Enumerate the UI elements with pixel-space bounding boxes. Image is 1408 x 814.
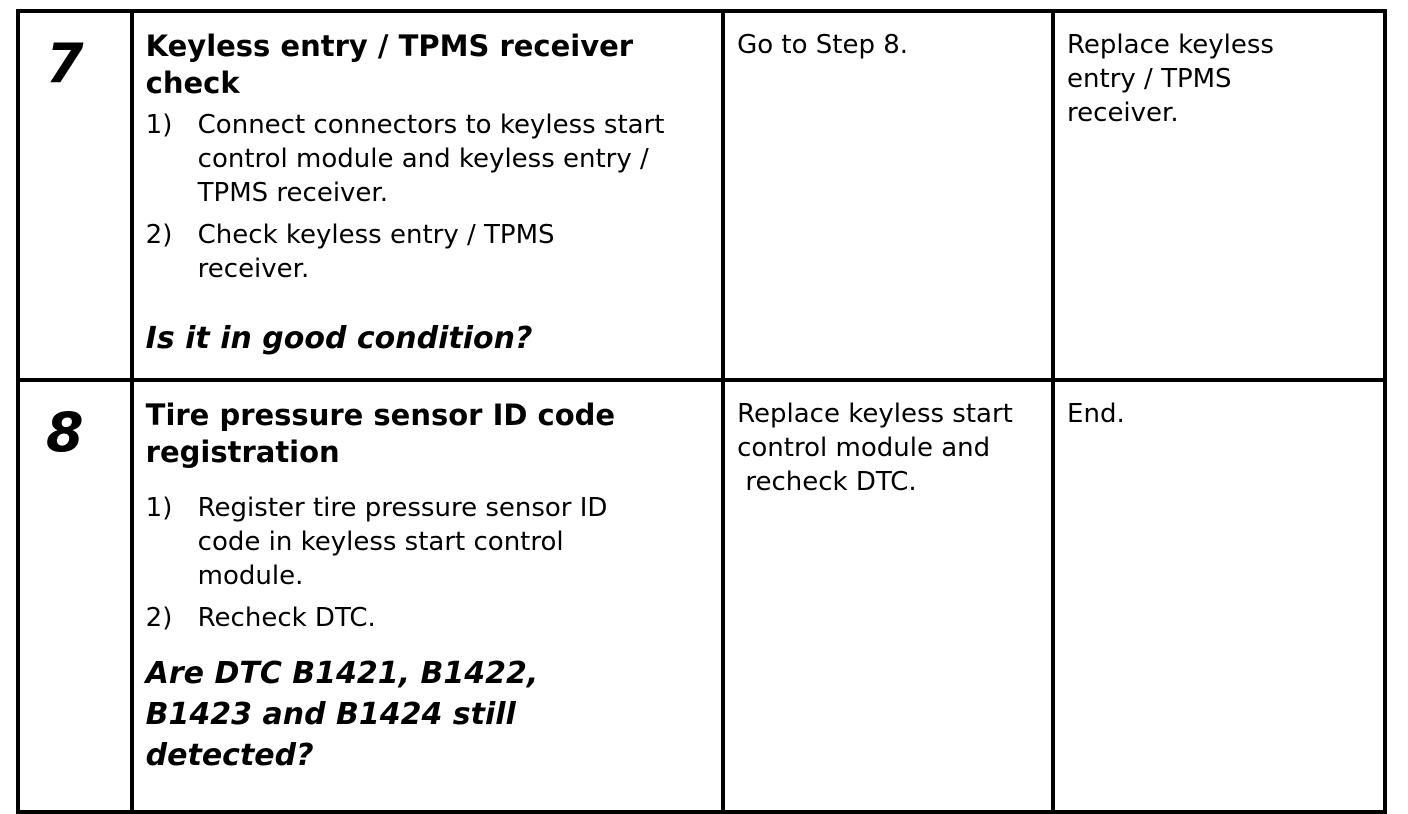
action-title: Tire pressure sensor ID code registration	[145, 398, 616, 469]
step-cell	[18, 380, 132, 812]
substep-index: 2)	[145, 603, 173, 633]
step-cell	[18, 11, 132, 380]
substep-index: 2)	[145, 220, 173, 250]
table-row-step-7	[18, 11, 1385, 380]
diagnostic-table	[16, 9, 1387, 814]
check-question: Are DTC B1421, B1422, B1423 and B1424 still detected?	[145, 656, 539, 773]
substep-index: 1)	[145, 493, 173, 523]
substep-index: 1)	[145, 110, 173, 140]
substep-item: 1) Register tire pressure sensor ID code in keyless start control module.	[145, 493, 608, 591]
step-number: 7	[46, 32, 84, 95]
yes-result-cell: Replace keyless start control module and recheck DTC.	[723, 380, 1053, 812]
table-row-step-8	[18, 380, 1385, 812]
step-number: 8	[46, 401, 84, 464]
action-cell	[132, 11, 723, 380]
action-cell	[132, 380, 723, 812]
substep-list	[146, 108, 711, 286]
no-result-cell: Replace keyless entry / TPMS receiver.	[1053, 11, 1385, 380]
yes-result-cell: Go to Step 8.	[723, 11, 1053, 380]
substep-list	[146, 491, 711, 635]
check-question: Is it in good condition?	[145, 321, 533, 356]
substep-item: 2) Recheck DTC.	[145, 603, 376, 633]
action-title: Keyless entry / TPMS receiver check	[145, 29, 634, 100]
no-result-cell: End.	[1053, 380, 1385, 812]
substep-item: 2) Check keyless entry / TPMS receiver.	[145, 220, 555, 284]
substep-item: 1) Connect connectors to keyless start control module and keyless entry / TPMS receiver.	[145, 110, 665, 208]
